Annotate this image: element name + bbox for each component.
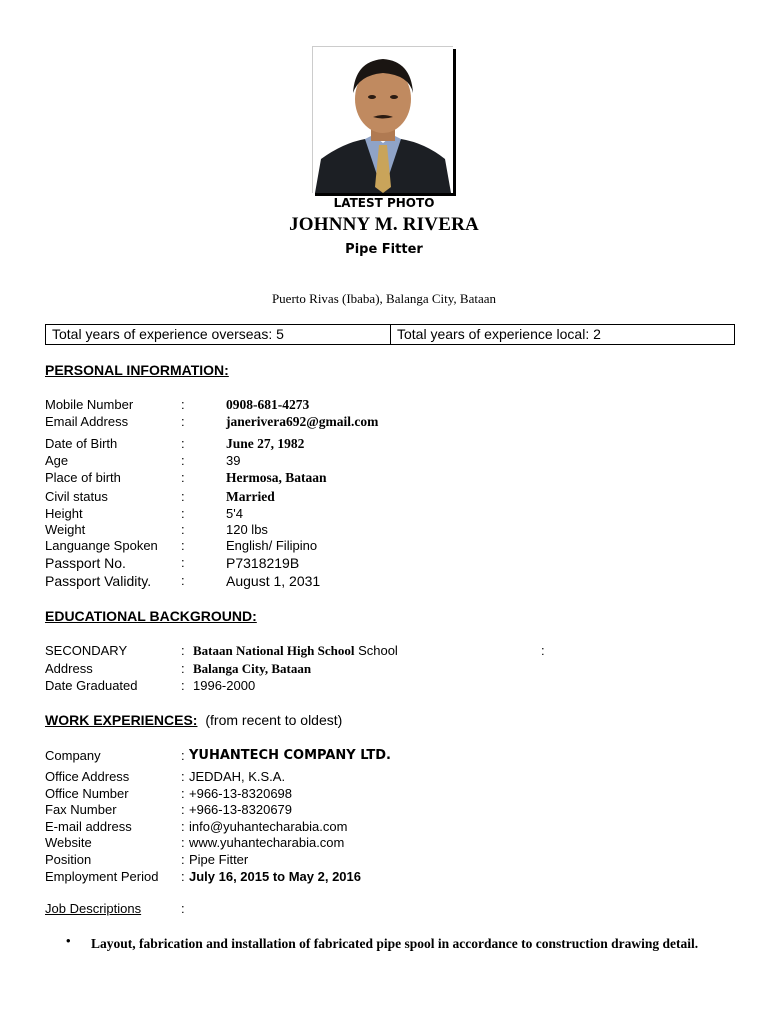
colon: :	[181, 769, 185, 784]
job-descriptions-label: Job Descriptions	[45, 901, 142, 916]
colon: :	[181, 661, 185, 676]
personal-info-label: Age	[45, 453, 69, 468]
personal-info-value: 120 lbs	[226, 522, 268, 537]
work-detail-label: Fax Number	[45, 802, 117, 817]
work-detail-value: info@yuhantecharabia.com	[189, 819, 348, 834]
personal-info-value: August 1, 2031	[226, 573, 321, 589]
work-heading-line	[45, 712, 342, 728]
applicant-name: JOHNNY M. RIVERA	[289, 214, 479, 235]
colon: :	[181, 436, 185, 451]
personal-info-label: Mobile Number	[45, 397, 134, 412]
experience-summary-table	[45, 324, 735, 345]
colon: :	[181, 835, 185, 850]
personal-info-label: Civil status	[45, 489, 108, 504]
work-company-label: Company	[45, 748, 101, 763]
colon: :	[181, 852, 185, 867]
colon: :	[181, 869, 185, 884]
work-detail-value: +966-13-8320698	[189, 786, 293, 801]
applicant-job-title: Pipe Fitter	[345, 242, 423, 257]
colon: :	[181, 414, 185, 429]
colon: :	[181, 397, 185, 412]
trailing-colon: :	[541, 643, 545, 658]
work-period-value: July 16, 2015 to May 2, 2016	[189, 869, 361, 884]
work-detail-label: Website	[45, 835, 92, 850]
colon: :	[181, 786, 185, 801]
work-detail-label: E-mail address	[45, 819, 132, 834]
personal-info-label: Place of birth	[45, 470, 121, 485]
work-heading: WORK EXPERIENCES:	[45, 712, 198, 728]
personal-info-label: Date of Birth	[45, 436, 118, 451]
colon: :	[181, 901, 185, 916]
personal-info-value: 0908-681-4273	[226, 397, 310, 412]
colon: :	[181, 802, 185, 817]
personal-info-label: Passport Validity.	[45, 573, 152, 589]
personal-info-label: Passport No.	[45, 555, 126, 571]
job-description-item: Layout, fabrication and installation of fabricated pipe spool in accordance to construction drawing detail.	[91, 936, 699, 951]
work-detail-label: Office Address	[45, 769, 130, 784]
colon: :	[181, 819, 185, 834]
personal-info-value: P7318219B	[226, 555, 300, 571]
work-company-value: YUHANTECH COMPANY LTD.	[189, 748, 391, 763]
work-period-label: Employment Period	[45, 869, 159, 884]
colon: :	[181, 538, 185, 553]
personal-info-value: Married	[226, 489, 275, 504]
school-name: Bataan National High School	[193, 643, 355, 658]
personal-info-value: Hermosa, Bataan	[226, 470, 327, 485]
work-detail-value: +966-13-8320679	[189, 802, 293, 817]
colon: :	[181, 555, 185, 570]
personal-info-heading: PERSONAL INFORMATION:	[45, 362, 229, 378]
education-graduated-value: 1996-2000	[193, 678, 256, 693]
experience-local-cell: Total years of experience local: 2	[397, 326, 601, 342]
personal-info-value: 39	[226, 453, 241, 468]
personal-info-label: Email Address	[45, 414, 129, 429]
colon: :	[181, 470, 185, 485]
work-detail-label: Office Number	[45, 786, 129, 801]
colon: :	[181, 453, 185, 468]
education-graduated-label: Date Graduated	[45, 678, 138, 693]
work-detail-value: Pipe Fitter	[189, 852, 249, 867]
education-address-label: Address	[45, 661, 93, 676]
school-suffix: School	[354, 643, 398, 658]
education-address-value: Balanga City, Bataan	[193, 661, 312, 676]
work-detail-value: JEDDAH, K.S.A.	[189, 769, 286, 784]
work-detail-label: Position	[45, 852, 92, 867]
education-school-value	[193, 643, 398, 659]
colon: :	[181, 506, 185, 521]
personal-info-value: English/ Filipino	[226, 538, 318, 553]
colon: :	[181, 643, 185, 658]
personal-info-value: 5'4	[226, 506, 243, 521]
personal-info-label: Height	[45, 506, 83, 521]
personal-info-value: janerivera692@gmail.com	[226, 414, 379, 429]
personal-info-label: Languange Spoken	[45, 538, 158, 553]
bullet-icon: •	[66, 933, 71, 948]
applicant-address: Puerto Rivas (Ibaba), Balanga City, Bataan	[271, 291, 497, 306]
colon: :	[181, 522, 185, 537]
education-heading: EDUCATIONAL BACKGROUND:	[45, 608, 257, 624]
portrait-image	[313, 47, 453, 193]
work-detail-value: www.yuhantecharabia.com	[189, 835, 345, 850]
colon: :	[181, 748, 185, 763]
personal-info-value: June 27, 1982	[226, 436, 305, 451]
education-level-label: SECONDARY	[45, 643, 128, 658]
colon: :	[181, 489, 185, 504]
photo-caption: LATEST PHOTO	[333, 196, 435, 210]
colon: :	[181, 678, 185, 693]
personal-info-label: Weight	[45, 522, 86, 537]
experience-overseas-cell: Total years of experience overseas: 5	[46, 325, 391, 344]
colon: :	[181, 573, 185, 588]
work-heading-note: (from recent to oldest)	[205, 712, 343, 728]
profile-photo	[312, 46, 453, 193]
